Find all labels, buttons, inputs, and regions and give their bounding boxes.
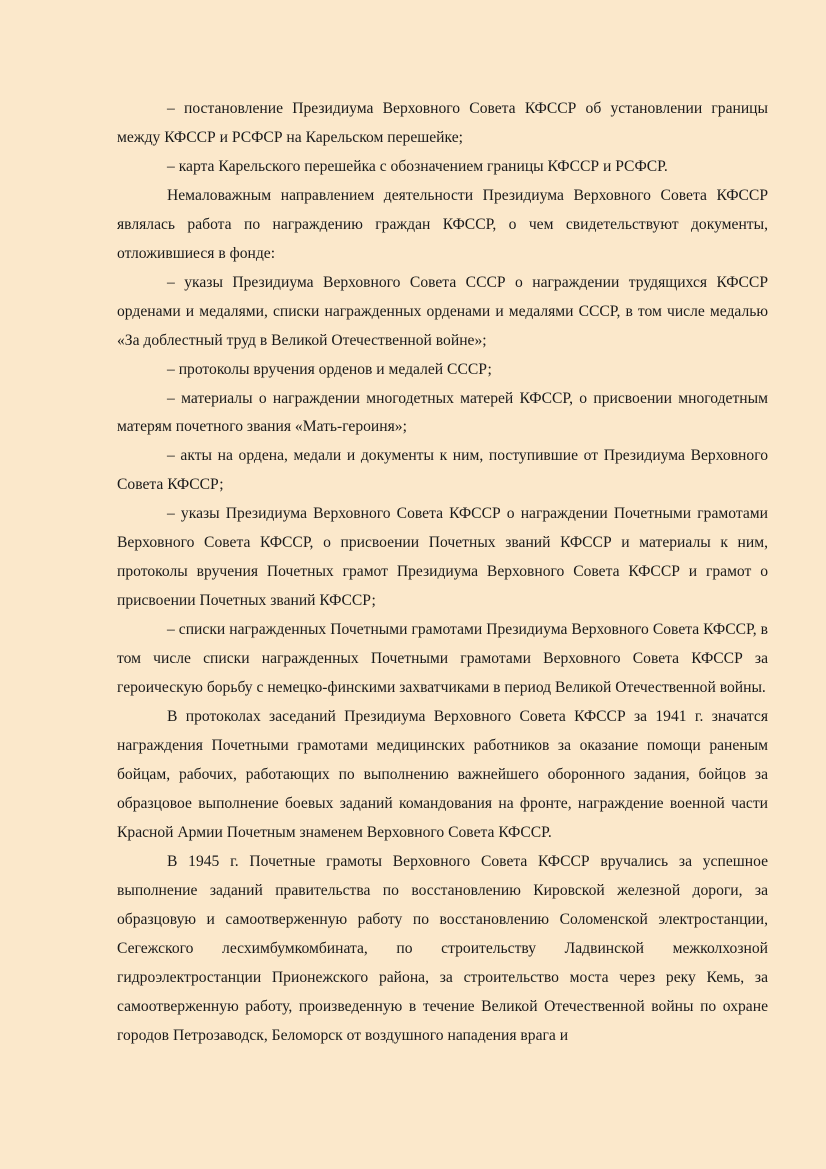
paragraph: – материалы о награждении многодетных матерей КФССР, о присвоении многодетным матерям почетного звания «Мать-героиня»; (117, 389, 768, 436)
paragraph: – протоколы вручения орденов и медалей СССР; (167, 360, 492, 378)
paragraph: Немаловажным направлением деятельности Президиума Верховного Совета КФССР являлась работа по награждению граждан КФССР, о чем свидетельствуют документы, отложившиеся в фонде: (117, 186, 768, 262)
paragraph: – карта Карельского перешейка с обозначением границы КФССР и РСФСР. (167, 157, 668, 175)
paragraph: – указы Президиума Верховного Совета СССР о награждении трудящихся КФССР орденами и медалями, списки награжденных орденами и медалями СССР, в том числе медалью «За доблестный труд в Великой Отечественной войне»; (117, 273, 768, 349)
paragraph: – акты на ордена, медали и документы к ним, поступившие от Президиума Верховного Совета КФССР; (117, 447, 768, 494)
paragraph: – указы Президиума Верховного Совета КФССР о награждении Почетными грамотами Верховного Совета КФССР, о присвоении Почетных званий КФССР и материалы к ним, протоколы вручения Почетных грамот Президиума Верховного Совета КФССР и грамот о присвоении Почетных званий КФССР; (117, 505, 768, 610)
paragraph-last: В 1945 г. Почетные грамоты Верховного Совета КФССР вручались за успешное выполнение заданий правительства по восстановлению Кировской железной дороги, за образцовую и самоотверженную работу по восстановлению Соломенской электростанции, Сегежского лесхимбумкомбината, по строительству Ладвинской межколхозной гидроэлектростанции Прионежского района, за строительство моста через реку Кемь, за самоотверженную работу, произведенную в течение Великой Отечественной войны по охране городов Петрозаводск, Беломорск от воздушного нападения врага и (117, 852, 768, 1044)
paragraph: – списки награжденных Почетными грамотами Президиума Верховного Совета КФССР, в том числе списки награжденных Почетными грамотами Верховного Совета КФССР за героическую борьбу с немецко-финскими захватчиками в период Великой Отечественной войны. (117, 621, 768, 697)
paragraph: – постановление Президиума Верховного Совета КФССР об установлении границы между КФССР и РСФСР на Карельском перешейке; (117, 100, 768, 146)
paragraph: В протоколах заседаний Президиума Верховного Совета КФССР за 1941 г. значатся награждения Почетными грамотами медицинских работников за оказание помощи раненым бойцам, рабочих, работающих по выполнению важнейшего оборонного задания, бойцов за образцовое выполнение боевых заданий командования на фронте, награждение военной части Красной Армии Почетным знаменем Верховного Совета КФССР. (117, 708, 768, 841)
document-body (117, 95, 768, 1050)
